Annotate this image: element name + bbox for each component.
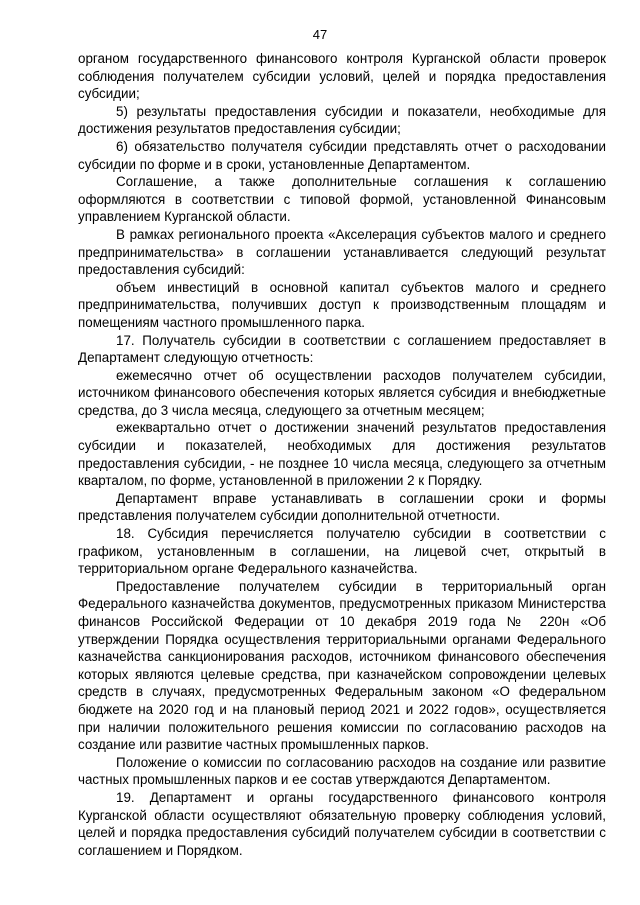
paragraph-19: 19. Департамент и органы государственного финансового контроля Курганской области осуществляют обязательную проверку соблюдения условий, целей и порядка предоставления субсидий получателем субсидии в соответствии с соглашением и Порядком. (78, 789, 606, 858)
paragraph-continuation: органом государственного финансового контроля Курганской области проверок соблюдения получателем субсидии условий, целей и порядка предоставления субсидии; (78, 51, 606, 102)
page-number: 47 (312, 27, 328, 42)
paragraph-additional-reporting: Департамент вправе устанавливать в соглашении сроки и формы представления получателем субсидии дополнительной отчетности. (78, 490, 606, 524)
paragraph-quarterly-report: ежеквартально отчет о достижении значений результатов предоставления субсидии и показателей, необходимых для достижения результатов предоставления субсидии, - не позднее 10 числа месяца, следующего за отчетным кварталом, по форме, установленной в приложении 2 к Порядку. (78, 420, 606, 489)
paragraph-regional-project: В рамках регионального проекта «Акселерация субъектов малого и среднего предпринимательства» в соглашении устанавливается следующий результат предоставления субсидий: (78, 226, 606, 278)
paragraph-treasury-documents: Предоставление получателем субсидии в территориальный орган Федерального казначейства документов, предусмотренных приказом Министерства финансов Российской Федерации от 10 декабря 2019 года № 220н «Об утверждении Порядка осуществления территориальными органами Федерального казначейства санкционирования расходов, источником финансового обеспечения которых являются целевые средства, при казначейском сопровождении целевых средств в случаях, предусмотренных Федеральным законом «О федеральном бюджете на 2020 год и на плановый период 2021 и 2022 годов», осуществляется при наличии положительного решения комиссии по согласованию расходов на создание или развитие частных промышленных парков. (78, 578, 606, 753)
paragraph-item-5: 5) результаты предоставления субсидии и показатели, необходимые для достижения результатов предоставления субсидии; (78, 103, 606, 137)
paragraph-18: 18. Субсидия перечисляется получателю субсидии в соответствии с графиком, установленным в соглашении, на лицевой счет, открытый в территориальном органе Федерального казначейства. (78, 526, 606, 577)
paragraph-item-6: 6) обязательство получателя субсидии представлять отчет о расходовании субсидии по форме и в сроки, установленные Департаментом. (78, 138, 606, 172)
paragraph-agreement-form: Соглашение, а также дополнительные соглашения к соглашению оформляются в соответствии с типовой формой, установленной Финансовым управлением Курганской области. (78, 174, 606, 225)
document-body (78, 50, 606, 859)
paragraph-investment-volume: объем инвестиций в основной капитал субъектов малого и среднего предпринимательства, получивших доступ к производственным площадям и помещениям частного промышленного парка. (78, 279, 606, 330)
paragraph-monthly-report: ежемесячно отчет об осуществлении расходов получателем субсидии, источником финансового обеспечения которых является субсидия и внебюджетные средства, до 3 числа месяца, следующего за отчетным месяцем; (78, 367, 606, 418)
paragraph-17: 17. Получатель субсидии в соответствии с соглашением предоставляет в Департамент следующую отчетность: (78, 332, 606, 366)
paragraph-commission: Положение о комиссии по согласованию расходов на создание или развитие частных промышленных парков и ее состав утверждаются Департаментом. (78, 754, 606, 788)
